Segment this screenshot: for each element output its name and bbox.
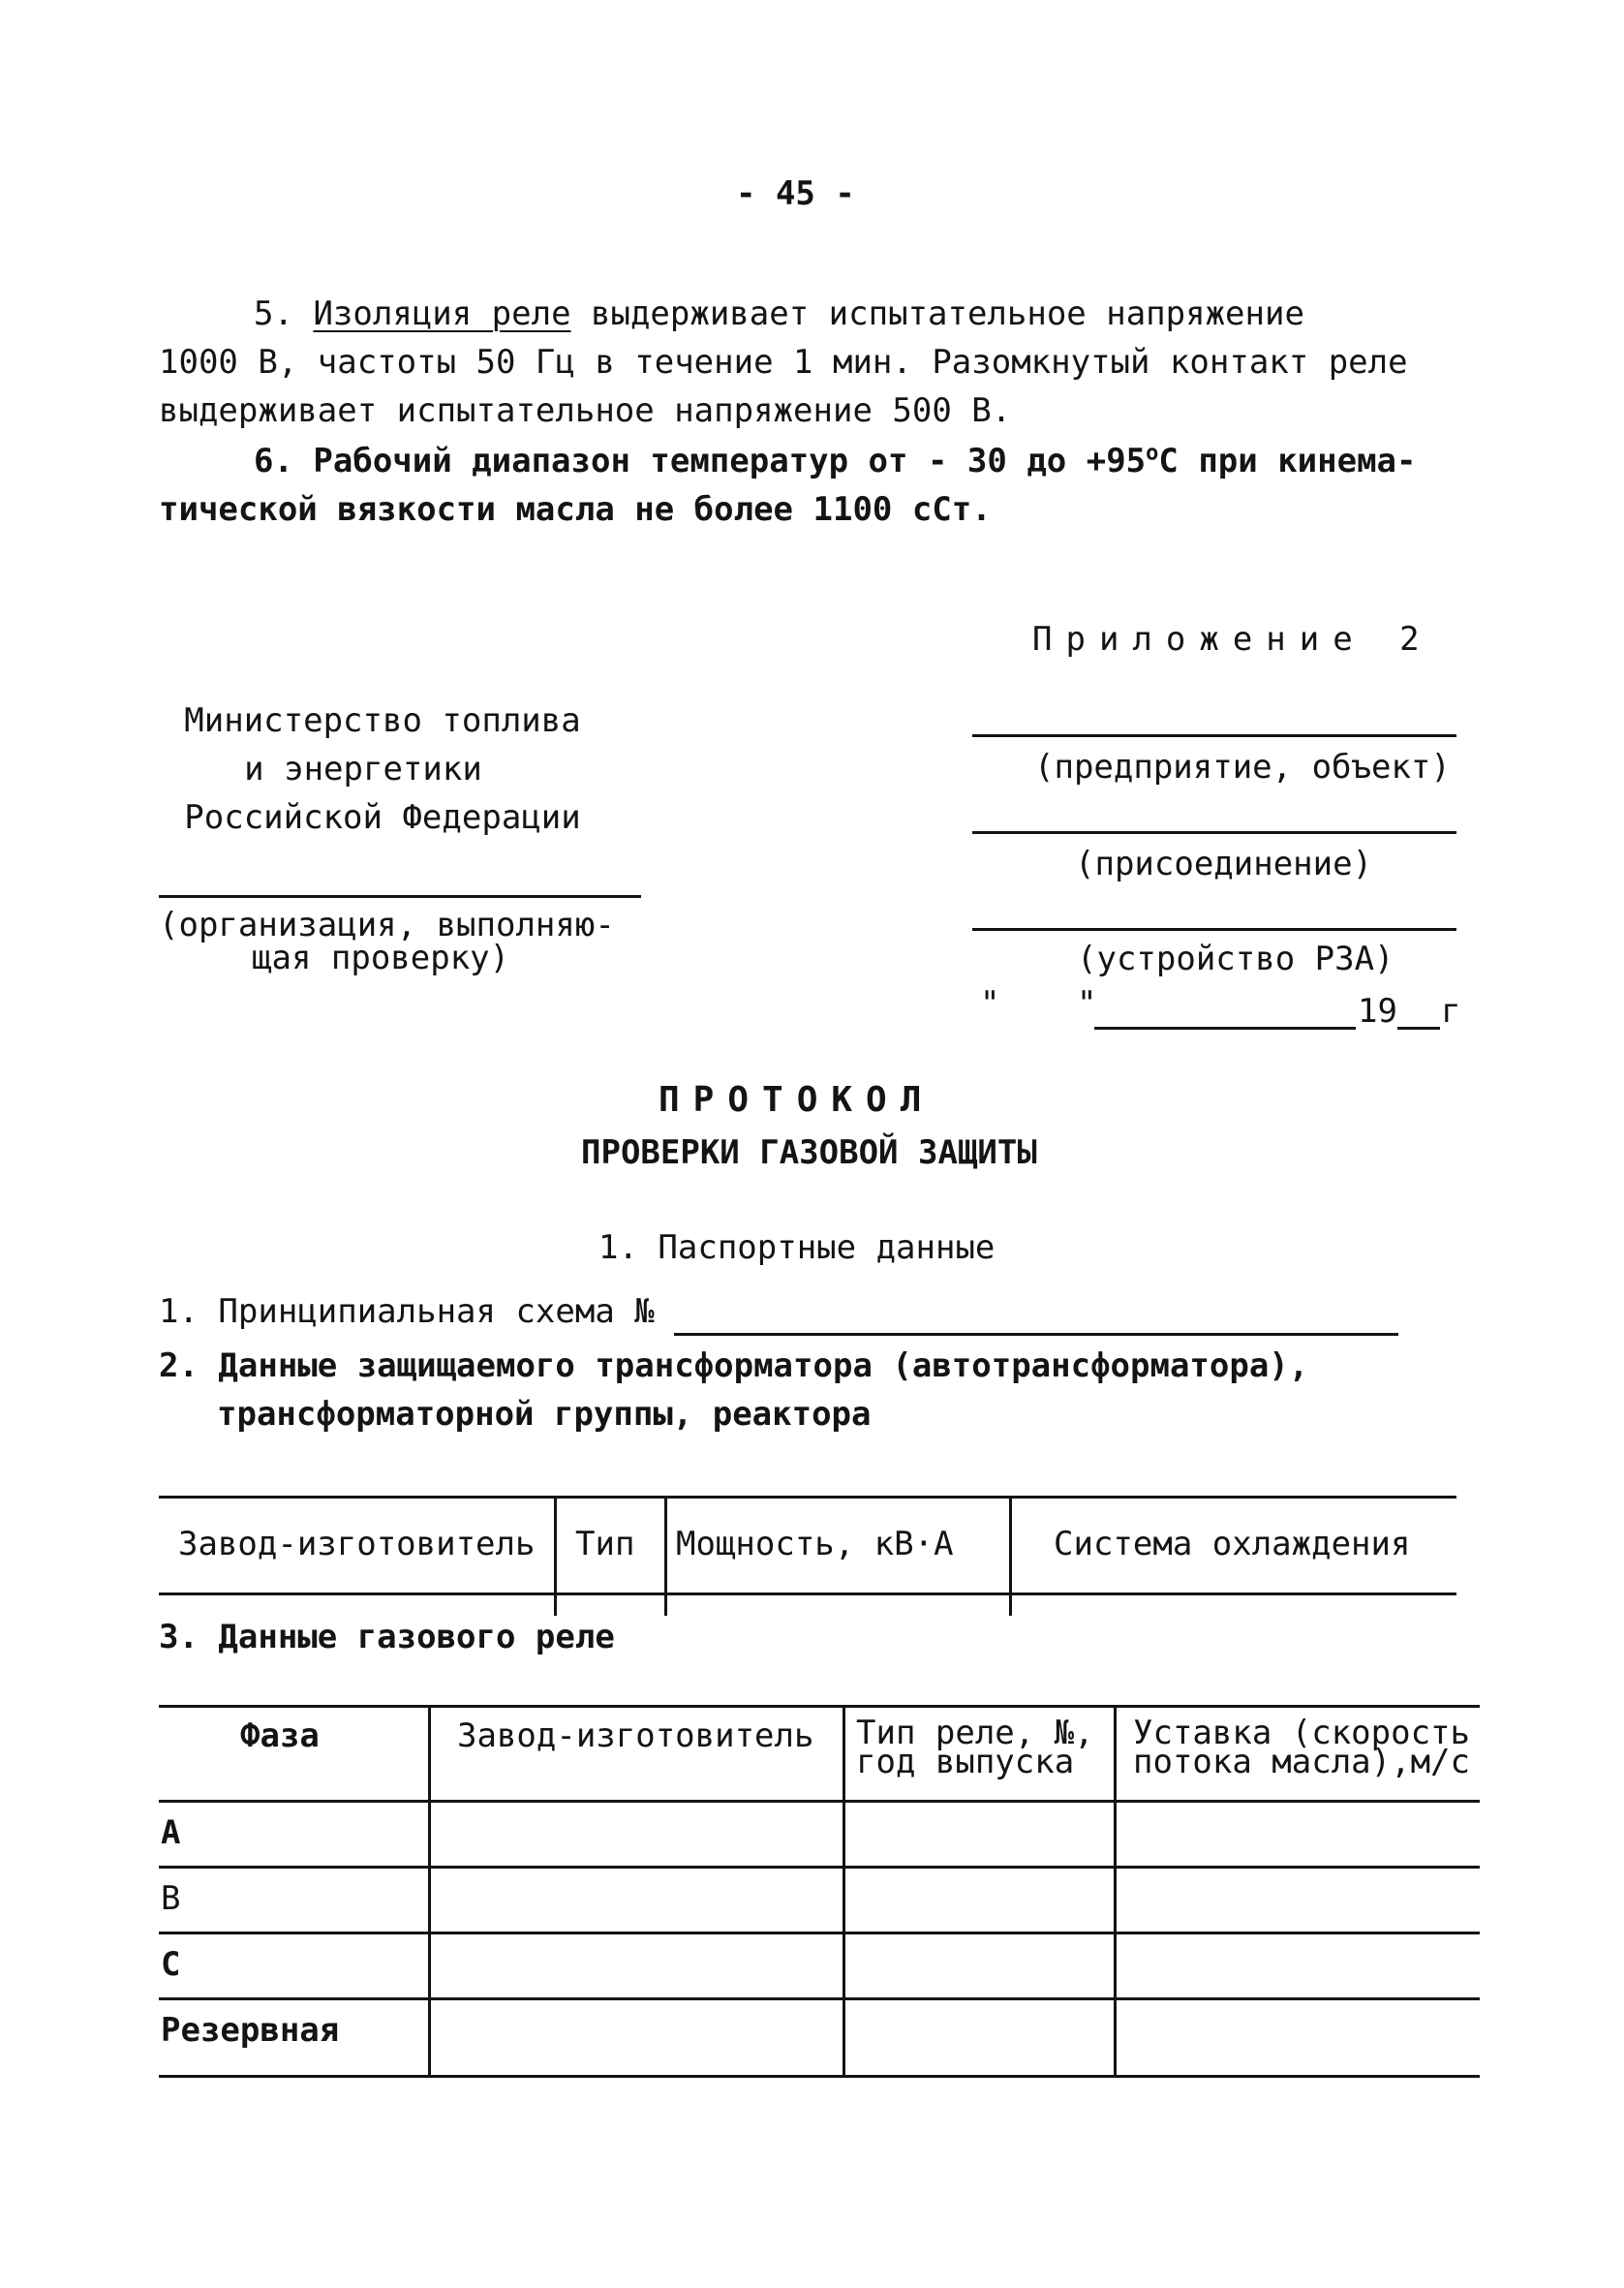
para6-line1 bbox=[254, 438, 1417, 484]
org-signature-line bbox=[159, 895, 641, 898]
connection-caption: (присоединение) bbox=[1075, 845, 1373, 883]
item2-line1: 2. Данные защищаемого трансформатора (автотрансформатора), bbox=[159, 1346, 1309, 1385]
para5-underlined: Изоляция реле bbox=[313, 294, 571, 333]
ministry-line3: Российской Федерации bbox=[184, 798, 581, 837]
para5-line1 bbox=[254, 291, 1304, 337]
date-year-line bbox=[1397, 1027, 1440, 1030]
table2-divider bbox=[428, 1705, 431, 2077]
date-month-line bbox=[1094, 1027, 1356, 1030]
table1-header-power: Мощность, кВ·А bbox=[676, 1525, 954, 1563]
table1-header-cooling: Система охлаждения bbox=[1054, 1525, 1411, 1563]
table2-header-setting-line1: Уставка (скорость bbox=[1133, 1714, 1470, 1752]
para6-line2: тической вязкости масла не более 1100 сСт. bbox=[159, 490, 992, 529]
table1-divider bbox=[1009, 1496, 1012, 1616]
protocol-subtitle: ПРОВЕРКИ ГАЗОВОЙ ЗАЩИТЫ bbox=[581, 1133, 1037, 1172]
table2-divider bbox=[1114, 1705, 1117, 2077]
table1-divider bbox=[664, 1496, 667, 1616]
table2-bottom-border bbox=[159, 2075, 1480, 2078]
table2-header-phase: Фаза bbox=[240, 1716, 320, 1755]
table2-header-relay-type-line1: Тип реле, №, bbox=[856, 1714, 1094, 1752]
protocol-title: ПРОТОКОЛ bbox=[659, 1080, 935, 1120]
table2-row-phase-b: В bbox=[161, 1879, 181, 1918]
table1-top-border bbox=[159, 1496, 1456, 1499]
connection-line bbox=[972, 831, 1456, 834]
table2-row-reserve: Резервная bbox=[161, 2011, 340, 2050]
org-caption-line2: щая проверку) bbox=[252, 939, 510, 977]
table1-header-manufacturer: Завод-изготовитель bbox=[178, 1525, 536, 1563]
table2-top-border bbox=[159, 1705, 1480, 1708]
page-number: - 45 - bbox=[736, 174, 855, 213]
section1-heading: 1. Паспортные данные bbox=[598, 1228, 996, 1267]
org-caption-line1: (организация, выполняю- bbox=[159, 906, 615, 944]
para6-line1-a: 6. Рабочий диапазон температур от - 30 до +95 bbox=[254, 442, 1147, 480]
date-year-suffix: г bbox=[1441, 992, 1461, 1031]
date-quote-open: " bbox=[980, 984, 1000, 1023]
enterprise-caption: (предприятие, объект) bbox=[1034, 748, 1451, 787]
table2-row-border bbox=[159, 1932, 1480, 1934]
table2-header-setting-line2: потока масла),м/с bbox=[1133, 1743, 1470, 1781]
ministry-line1: Министерство топлива bbox=[184, 701, 581, 740]
table2-row-phase-c: С bbox=[161, 1945, 181, 1984]
table2-row-border bbox=[159, 1866, 1480, 1869]
item1-blank-line bbox=[674, 1333, 1398, 1336]
device-caption: (устройство РЗА) bbox=[1077, 940, 1394, 978]
para5-line2: 1000 В, частоты 50 Гц в течение 1 мин. Разомкнутый контакт реле bbox=[159, 343, 1408, 382]
para5-number: 5. bbox=[254, 294, 293, 333]
table2-header-border bbox=[159, 1800, 1480, 1803]
table2-row-phase-a: А bbox=[161, 1813, 181, 1852]
item3-label: 3. Данные газового реле bbox=[159, 1618, 615, 1656]
table2-row-border bbox=[159, 1997, 1480, 2000]
table2-header-relay-type-line2: год выпуска bbox=[856, 1743, 1075, 1781]
table1-divider bbox=[554, 1496, 557, 1616]
table1-bottom-border bbox=[159, 1592, 1456, 1595]
table1-header-type: Тип bbox=[575, 1525, 635, 1563]
enterprise-line bbox=[972, 734, 1456, 737]
para5-line1-rest: выдерживает испытательное напряжение bbox=[570, 294, 1304, 333]
table2-divider bbox=[843, 1705, 845, 2077]
appendix-label: Приложение 2 bbox=[1032, 620, 1433, 659]
para5-line3: выдерживает испытательное напряжение 500 В. bbox=[159, 391, 1012, 430]
device-line bbox=[972, 928, 1456, 931]
date-year-prefix: 19 bbox=[1358, 992, 1397, 1031]
item2-line2: трансформаторной группы, реактора bbox=[217, 1395, 872, 1434]
para6-degree: о bbox=[1146, 441, 1159, 466]
para6-line1-b: С при кинема- bbox=[1158, 442, 1417, 480]
table2-header-manufacturer: Завод-изготовитель bbox=[457, 1716, 814, 1755]
ministry-line2: и энергетики bbox=[244, 750, 482, 788]
date-quote-close: " bbox=[1077, 984, 1097, 1023]
item1-label: 1. Принципиальная схема № bbox=[159, 1292, 655, 1331]
